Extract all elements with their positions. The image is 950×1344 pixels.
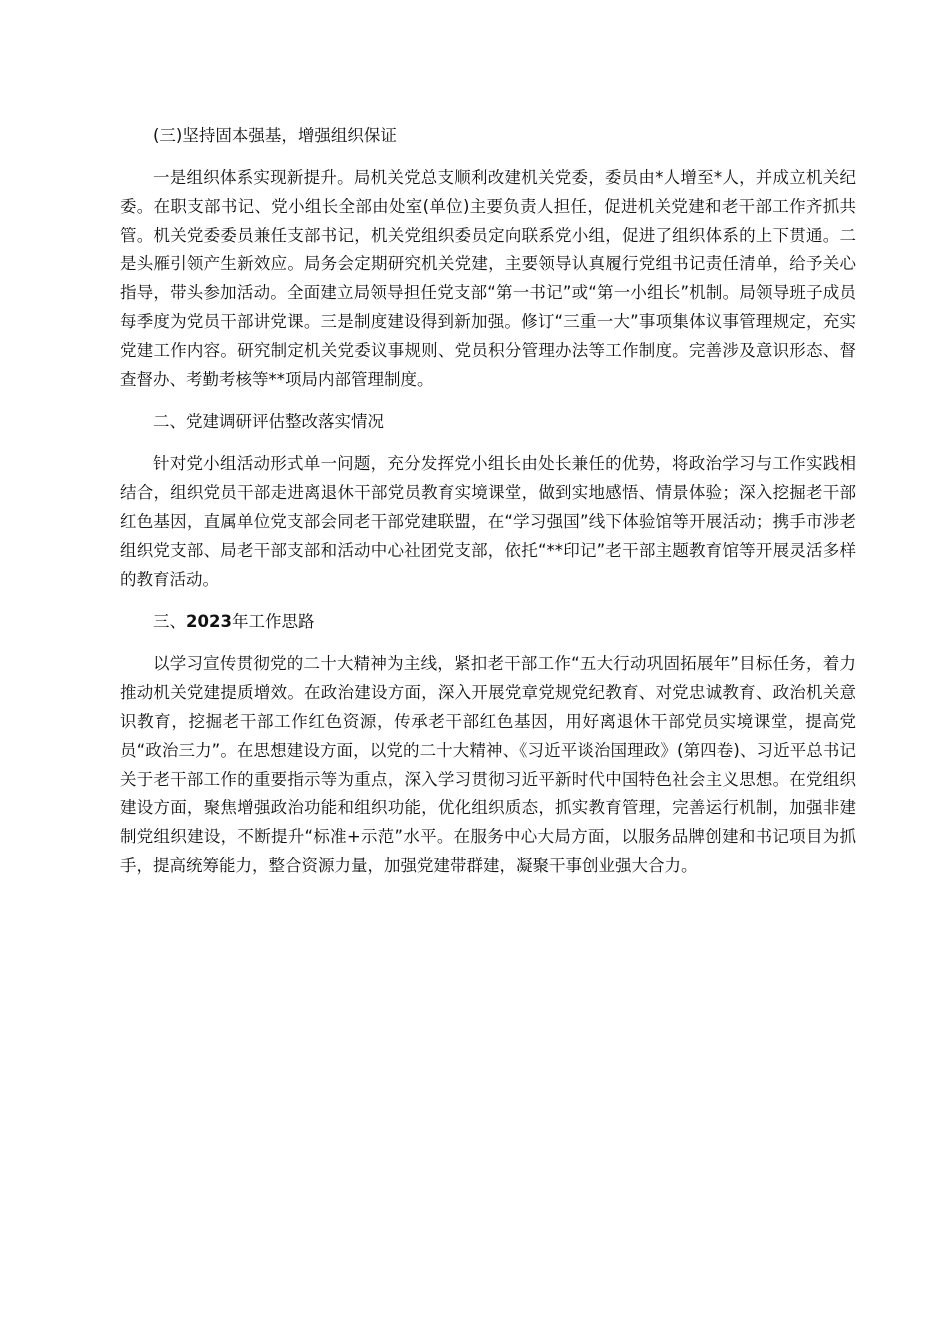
heading-prefix: 三、 [153,612,186,632]
spacer [120,594,856,608]
document-body [120,122,856,881]
paragraph-organization: 一是组织体系实现新提升。局机关党总支顺利改建机关党委，委员由*人增至*人，并成立机关纪委。在职支部书记、党小组长全部由处室(单位)主要负责人担任，促进机关党建和老干部工作齐抓共管。机关党委委员兼任支部书记，机关党组织委员定向联系党小组，促进了组织体系的上下贯通。二是头雁引领产生新效应。局务会定期研究机关党建，主要领导认真履行党组书记责任清单，给予关心指导，带头参加活动。全面建立局领导担任党支部“第一书记”或“第一小组长”机制。局领导班子成员每季度为党员干部讲党课。三是制度建设得到新加强。修订“三重一大”事项集体议事管理规定，充实党建工作内容。研究制定机关党委议事规则、党员积分管理办法等工作制度。完善涉及意识形态、督查督办、考勤考核等**项局内部管理制度。 [120,168,856,389]
spacer [120,394,856,408]
spacer [120,636,856,650]
spacer [120,150,856,164]
section-heading-research-rectification: 二、党建调研评估整改落实情况 [153,412,384,432]
paragraph-work-plan: 以学习宣传贯彻党的二十大精神为主线，紧扣老干部工作“五大行动巩固拓展年”目标任务，着力推动机关党建提质增效。在政治建设方面，深入开展党章党规党纪教育、对党忠诚教育、政治机关意识教育，挖掘老干部工作红色资源，传承老干部红色基因，用好离退休干部党员实境课堂，提高党员“政治三力”。在思想建设方面，以党的二十大精神、《习近平谈治国理政》(第四卷)、习近平总书记关于老干部工作的重要指示等为重点，深入学习贯彻习近平新时代中国特色社会主义思想。在党组织建设方面，聚焦增强政治功能和组织功能，优化组织质态，抓实教育管理，完善运行机制，加强非建制党组织建设，不断提升“标准+示范”水平。在服务中心大局方面，以服务品牌创建和书记项目为抓手，提高统筹能力，整合资源力量，加强党建带群建，凝聚干事创业强大合力。 [120,654,856,875]
heading-suffix: 年工作思路 [231,612,315,632]
section-heading-work-plan [120,608,856,636]
paragraph-research-rectification: 针对党小组活动形式单一问题，充分发挥党小组长由处长兼任的优势，将政治学习与工作实践相结合，组织党员干部走进离退休干部党员教育实境课堂，做到实地感悟、情景体验；深入挖掘老干部红色基因，直属单位党支部会同老干部党建联盟，在“学习强国”线下体验馆等开展活动；携手市涉老组织党支部、局老干部支部和活动中心社团党支部，依托“**印记”老干部主题教育馆等开展灵活多样的教育活动。 [120,454,856,589]
section-heading-organization: (三)坚持固本强基，增强组织保证 [153,126,397,145]
spacer [120,436,856,450]
heading-year: 2023 [186,612,232,632]
